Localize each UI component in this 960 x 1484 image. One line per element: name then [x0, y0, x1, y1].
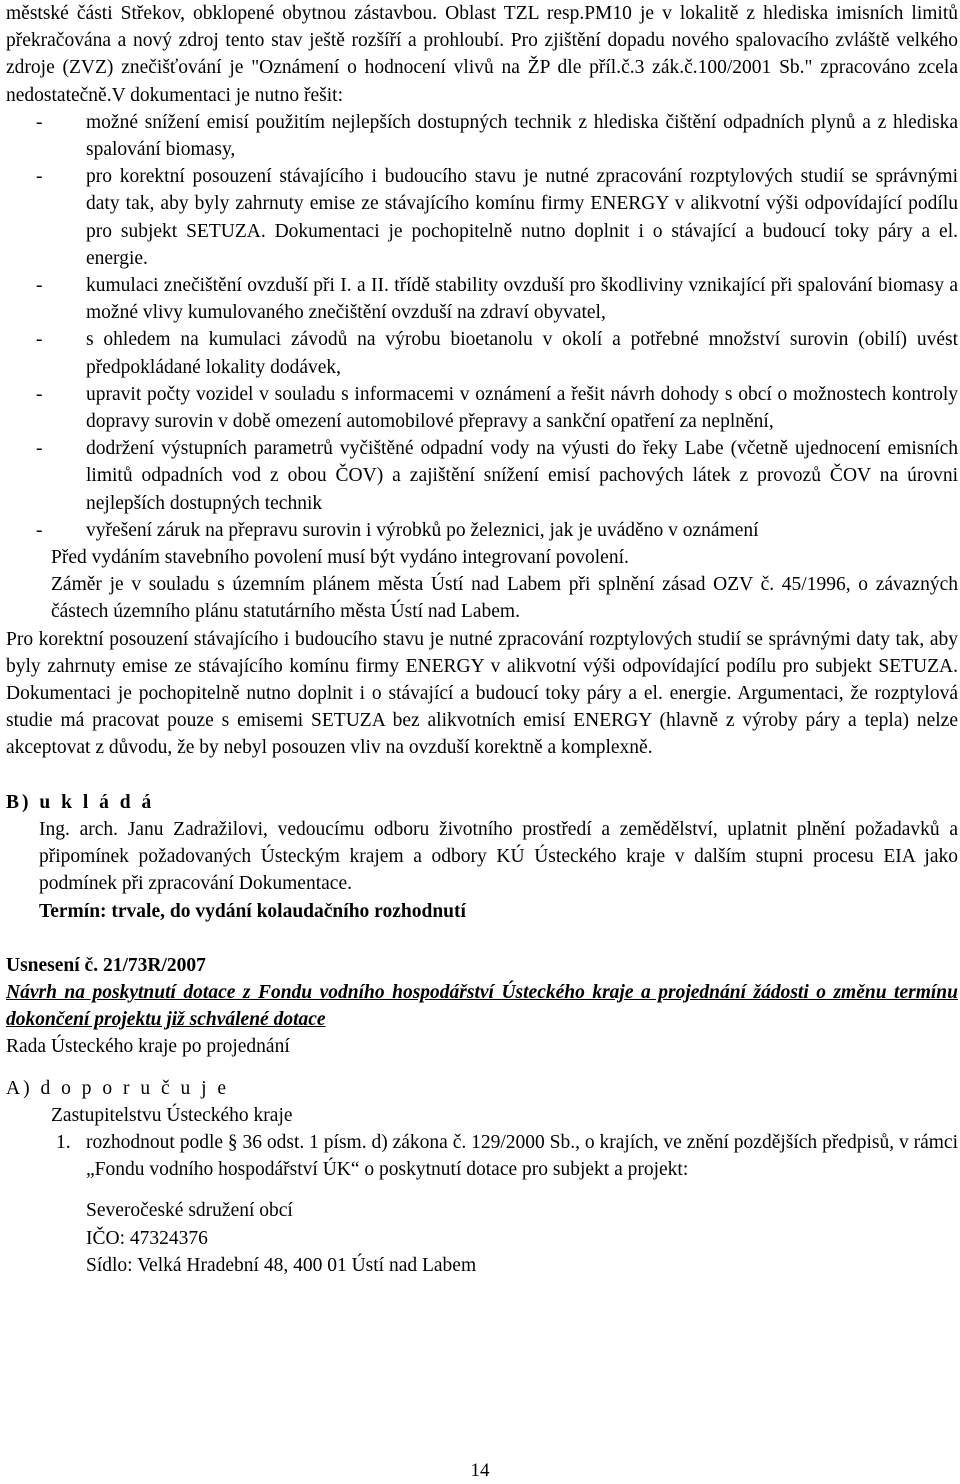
resolution-number: Usnesení č. 21/73R/2007	[6, 954, 206, 976]
item-number: 1.	[56, 1131, 71, 1153]
deadline-text: Termín: trvale, do vydání kolaudačního rozhodnutí	[39, 900, 466, 922]
zoning-paragraph: Záměr je v souladu s územním plánem města Ústí nad Labem při splnění zásad OZV č. 45/1996, o závazných částech územního plánu statutárního města Ústí nad Labem.	[51, 574, 958, 623]
subject-address: Sídlo: Velká Hradební 48, 400 01 Ústí nad Labem	[86, 1254, 477, 1276]
list-item	[6, 1129, 958, 1183]
permit-paragraph: Před vydáním stavebního povolení musí být vydáno integrovaní povolení.	[51, 547, 629, 569]
subject-ico: IČO: 47324376	[86, 1227, 208, 1249]
page-number: 14	[470, 1460, 490, 1481]
recipient-line: Zastupitelstvu Ústeckého kraje	[51, 1104, 293, 1126]
list-item: - vyřešení záruk na přepravu surovin i výrobků po železnici, jak je uváděno v oznámení	[6, 517, 958, 544]
document-page	[6, 0, 958, 1279]
list-item: - možné snížení emisí použitím nejlepších dostupných technik z hlediska čištění odpadních plynů a z hlediska spalování biomasy,	[6, 109, 958, 163]
section-b-text: Ing. arch. Janu Zadražilovi, vedoucímu odboru životního prostředí a zemědělství, uplatnit plnění požadavků a připomínek požadovaných Ústeckým krajem a odbory KÚ Ústeckého kraje v dalším stupni procesu EIA jako podmínek při zpracování Dokumentace.	[39, 818, 958, 895]
recommendation-list	[6, 1129, 958, 1183]
list-item: - kumulaci znečištění ovzduší při I. a II. třídě stability ovzduší pro škodliviny vznikající při spalování biomasy a možné vlivy kumulovaného znečištění ovzduší na zdraví obyvatel,	[6, 272, 958, 326]
resolution-title: Návrh na poskytnutí dotace z Fondu vodního hospodářství Ústeckého kraje a projednání žádosti o změnu termínu dokončení projektu již schválené dotace	[6, 981, 958, 1031]
section-b-heading: B) u k l á d á	[6, 791, 155, 813]
requirements-list	[6, 109, 958, 544]
dispersion-study-paragraph: Pro korektní posouzení stávajícího i budoucího stavu je nutné zpracování rozptylových studií se správnými daty tak, aby byly zahrnuty emise ze stávajícího komínu firmy ENERGY v alikvotní výši odpovídající podílu pro subjekt SETUZA. Dokumentaci je pochopitelně nutno doplnit i o stávající a budoucí toky páry a el. energie. Argumentaci, že rozptylová studie má pracovat pouze s emisemi SETUZA bez alikvotních emisí ENERGY (hlavně z výroby páry a tepla) nelze akceptovat z důvodu, že by nebyl posouzen vliv na ovzduší korektně a komplexně.	[6, 628, 958, 759]
council-line: Rada Ústeckého kraje po projednání	[6, 1036, 290, 1058]
intro-paragraph: městské části Střekov, obklopené obytnou zástavbou. Oblast TZL resp.PM10 je v lokalitě z hlediska imisních limitů překračována a nový zdroj tento stav ještě rozšíří a prohloubí. Pro zjištění dopadu nového spalovacího zvláště velkého zdroje (ZVZ) znečišťování je "Oznámení o hodnocení vlivů na ŽP dle příl.č.3 zák.č.100/2001 Sb." zpracováno zcela nedostatečně.V dokumentaci je nutno řešit:	[6, 3, 958, 106]
section-a-heading: A) d o p o r u č u j e	[6, 1077, 230, 1099]
subject-name: Severočeské sdružení obcí	[86, 1200, 293, 1222]
list-item: - dodržení výstupních parametrů vyčištěné odpadní vody na výusti do řeky Labe (včetně ujednocení emisních limitů odpadních vod z obou ČOV) a zajištění snížení emisí pachových látek z provozů ČOV na úrovni nejlepších dostupných technik	[6, 435, 958, 517]
item-text: rozhodnout podle § 36 odst. 1 písm. d) zákona č. 129/2000 Sb., o krajích, ve znění pozdějších předpisů, v rámci „Fondu vodního hospodářství ÚK“ o poskytnutí dotace pro subjekt a projekt:	[86, 1131, 958, 1181]
list-item: - s ohledem na kumulaci závodů na výrobu bioetanolu v okolí a potřebné množství surovin (obilí) uvést předpokládané lokality dodávek,	[6, 326, 958, 380]
list-item: - upravit počty vozidel v souladu s informacemi v oznámení a řešit návrh dohody s obcí o možnostech kontroly dopravy surovin v době omezení automobilové přepravy a sankční opatření za neplnění,	[6, 381, 958, 435]
list-item: - pro korektní posouzení stávajícího i budoucího stavu je nutné zpracování rozptylových studií se správnými daty tak, aby byly zahrnuty emise ze stávajícího komínu firmy ENERGY v alikvotní výši odpovídající podílu pro subjekt SETUZA. Dokumentaci je pochopitelně nutno doplnit i o stávající a budoucí toky páry a el. energie.	[6, 163, 958, 272]
